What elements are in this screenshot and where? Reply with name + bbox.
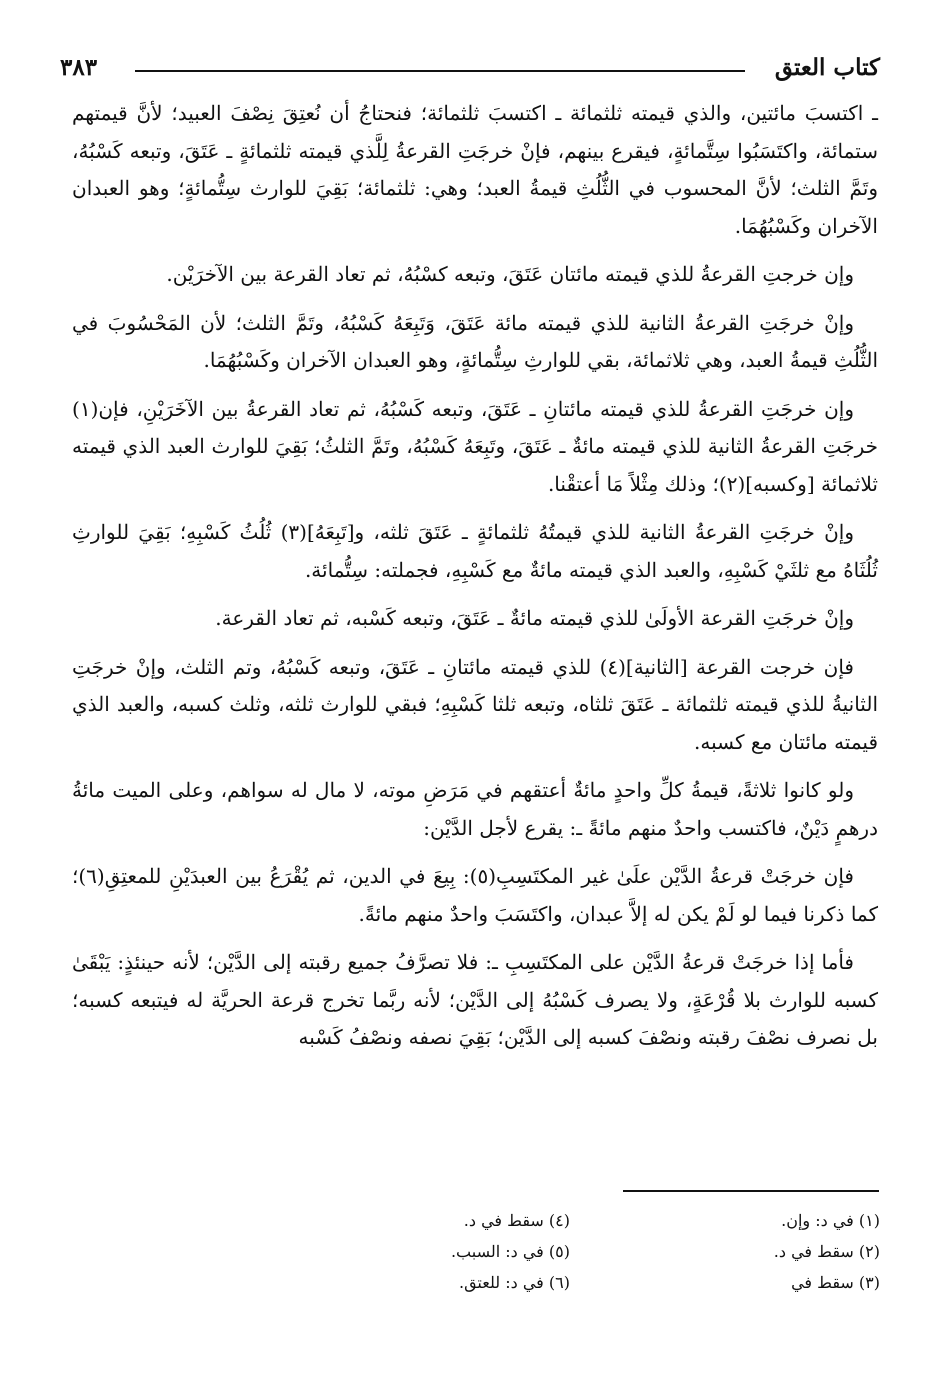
footnote: (٣) سقط في <box>791 1273 880 1292</box>
paragraph: وإنْ خرجَتِ القرعةُ الثانية للذي قيمتُهُ ثلثمائةٍ ـ عَتَقَ ثلثه، و[تَبِعَهُ](٣) ثُلُثُ كَسْبِهِ؛ بَقِيَ للوارثِ ثُلُثَاهُ مع ثلثَيْ كَسْبِهِ، والعبد الذي قيمته مائةٌ مع كَسْبِهِ، فجملته: سِتُّمائة. <box>72 520 878 582</box>
footnote: (٦) في د: للعتق. <box>459 1273 570 1292</box>
paragraph: فإن خرجَتْ قرعةُ الدَّيْن علَىٰ غير المكتَسِبِ(٥): بِيعَ في الدين، ثم يُقْرَعُ بين العبدَيْنِ للمعتِقِ(٦)؛ كما ذكرنا فيما لو لَمْ يكن له إلاَّ عبدان، واكتَسَبَ واحدٌ منهم مائةً. <box>72 864 878 926</box>
body-text <box>72 95 878 1068</box>
paragraph: فأما إذا خرجَتْ قرعةُ الدَّيْن على المكتَسِبِ ـ: فلا تصرَّفُ جميع رقبته إلى الدَّيْن؛ لأنه حينئذٍ: يَبْقَىٰ كسبه للوارث بلا قُرْعَةٍ، ولا يصرف كَسْبُهُ إلى الدَّيْن؛ لأنه ربَّما تخرج قرعة الحريَّة له فيتبعه كسبه؛ بل نصرف نصْفَ رقبته ونصْفَ كسبه إلى الدَّيْن؛ بَقِيَ نصفه ونصْفُ كَسْبه <box>72 950 878 1049</box>
footnote: (٢) سقط في د. <box>773 1242 880 1261</box>
paragraph: فإن خرجت القرعة [الثانية](٤) للذي قيمته مائتانِ ـ عَتَقَ، وتبعه كَسْبُهُ، وتم الثلث، وإنْ خرجَتِ الثانيةُ للذي قيمته ثلثمائة ـ عَتَقَ ثلثاه، وتبعه ثلثا كَسْبِهِ؛ فبقي للوارث ثلثه، وثلث كسبه، والعبد الذي قيمته مائتان مع كسبه. <box>72 654 878 754</box>
paragraph: وإن خرجَتِ القرعةُ للذي قيمته مائتانِ ـ عَتَقَ، وتبعه كَسْبُهُ، ثم تعاد القرعةُ بين الآخَرَيْنِ، فإن(١) خرجَتِ القرعةُ الثانية للذي قيمته مائةٌ ـ عَتَقَ، وتَبِعَهُ كَسْبُهُ، وتَمَّ الثلثُ؛ بَقِيَ للوارث العبد الذي قيمته ثلاثمائة [وكسبه](٢)؛ وذلك مِثْلاً مَا أعتقْنا. <box>72 396 878 496</box>
page-header <box>60 50 880 90</box>
paragraph: وإنْ خرجَتِ القرعةُ الثانية للذي قيمته مائة عَتَقَ، وَتَبِعَهُ كَسْبُهُ، وتَمَّ الثلث؛ لأن المَحْسُوبَ في الثُّلُثِ قيمةُ العبد، وهي ثلاثمائة، بقي للوارثِ سِتُّمائةٍ، وهو العبدان الآخران وكَسْبُهُمَا. <box>72 310 878 372</box>
paragraph: وإن خرجتِ القرعةُ للذي قيمته مائتان عَتَقَ، وتبعه كسْبُهُ، ثم تعاد القرعة بين الآخرَيْن. <box>166 262 854 286</box>
running-title: كتاب العتق <box>774 54 880 81</box>
page-number: ٣٨٣ <box>60 54 98 81</box>
footnote-rule <box>623 1190 879 1192</box>
footnote: (١) في د: وإن. <box>781 1211 880 1230</box>
footnote: (٤) سقط في د. <box>463 1211 570 1230</box>
footnotes-column-right <box>580 1205 880 1298</box>
paragraph: وإنْ خرجَتِ القرعة الأولَىٰ للذي قيمته مائةٌ ـ عَتَقَ، وتبعه كَسْبه، ثم تعاد القرعة. <box>215 606 854 630</box>
footnotes-column-left <box>270 1205 570 1298</box>
paragraph: ولو كانوا ثلاثةً، قيمةُ كلِّ واحدٍ مائةٌ أعتقهم في مَرَضِ موته، لا مال له سواهم، وعلى الميت مائةُ درهمٍ دَيْنٌ، فاكتسب واحدٌ منهم مائةً ـ: يقرع لأجل الدَّيْن: <box>72 778 878 840</box>
paragraph: ـ اكتسبَ مائتين، والذي قيمته ثلثمائة ـ اكتسبَ ثلثمائة؛ فنحتاجُ أن نُعتِقَ نِصْفَ العبيد؛ لأنَّ قيمتهم ستمائة، واكتَسَبُوا سِتَّمائةٍ، فيقرع بينهم، فإنْ خرجَتِ القرعةُ لِلَّذي قيمته ثلثمائةٍ ـ عَتَقَ، وتبعه كَسْبُهُ، وتَمَّ الثلث؛ لأنَّ المحسوب في الثُّلُثِ قيمةُ العبد؛ وهي: ثلثمائة؛ بَقِيَ للوارث سِتُّمائةٍ؛ وهو العبدان الآخران وكَسْبُهُمَا. <box>72 101 878 238</box>
header-rule <box>135 70 745 72</box>
footnote: (٥) في د: السبب. <box>450 1242 570 1261</box>
